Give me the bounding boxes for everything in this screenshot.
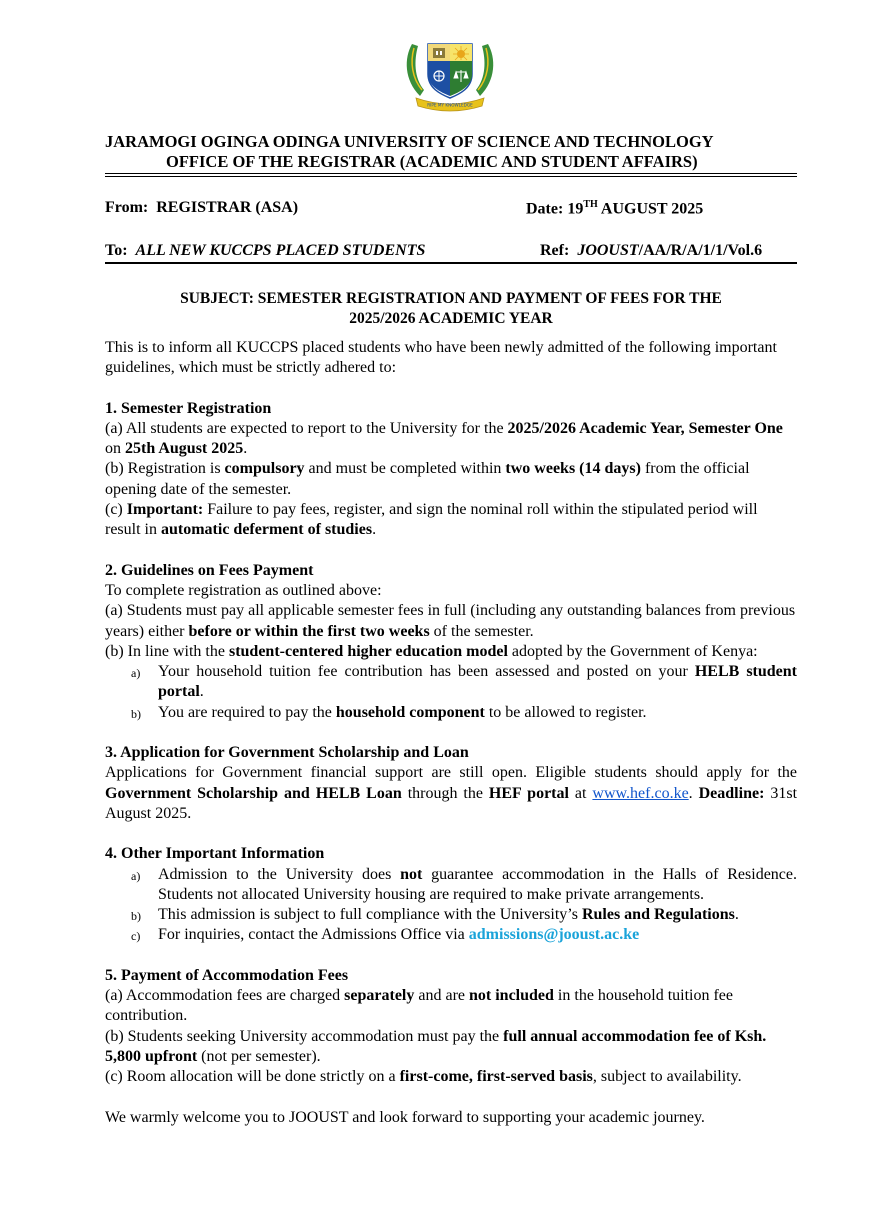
- section-3-title: 3. Application for Government Scholarship and Loan: [105, 744, 469, 762]
- section-1-item-a: (a) All students are expected to report to the University for the 2025/2026 Academic Year, Semester One on 25th August 2025.: [105, 419, 783, 458]
- admissions-email-link[interactable]: admissions@jooust.ac.ke: [468, 926, 640, 944]
- letter-body: [105, 338, 797, 1128]
- section-2-title: 2. Guidelines on Fees Payment: [105, 561, 314, 579]
- section-2-list-item: b) You are required to pay the household component to be allowed to register.: [131, 703, 647, 721]
- section-4-list-item: b) This admission is subject to full compliance with the University’s Rules and Regulations.: [131, 906, 739, 924]
- memo-divider: [105, 262, 797, 264]
- memo-from: From: REGISTRAR (ASA): [105, 199, 299, 216]
- section-5-title: 5. Payment of Accommodation Fees: [105, 966, 349, 984]
- university-crest-logo: [398, 38, 502, 112]
- memo-to: To: ALL NEW KUCCPS PLACED STUDENTS: [105, 242, 426, 259]
- section-1-title: 1. Semester Registration: [105, 399, 272, 417]
- section-2-lead: To complete registration as outlined above:: [105, 581, 382, 599]
- section-5-item-c: (c) Room allocation will be done strictly on a first-come, first-served basis, subject to availability.: [105, 1068, 742, 1086]
- section-3-paragraph: Applications for Government financial support are still open. Eligible students should apply for the Government Scholarship and HELB Loan through the HEF portal at www.hef.co.ke. Deadline: 31st August 2025.: [105, 764, 798, 822]
- section-2-list-item: a) Your household tuition fee contribution has been assessed and posted on your HELB student portal.: [131, 663, 797, 701]
- intro-paragraph: This is to inform all KUCCPS placed students who have been newly admitted of the following important guidelines, which must be strictly adhered to:: [105, 339, 777, 377]
- subject-heading: SUBJECT: SEMESTER REGISTRATION AND PAYMENT OF FEES FOR THE 2025/2026 ACADEMIC YEAR: [180, 290, 722, 327]
- svg-text:RIPE MY KNOWLEDGE: RIPE MY KNOWLEDGE: [427, 102, 473, 108]
- university-name: JARAMOGI OGINGA ODINGA UNIVERSITY OF SCIENCE AND TECHNOLOGY: [105, 132, 714, 151]
- section-2-item-b: (b) In line with the student-centered higher education model adopted by the Government of Kenya:: [105, 642, 758, 660]
- header-divider-bottom: [105, 176, 797, 177]
- section-4-list-item: a) Admission to the University does not guarantee accommodation in the Halls of Residence. Students not allocated University housing are required to make private arrangements.: [131, 865, 797, 903]
- memo-ref: Ref: JOOUST/AA/R/A/1/1/Vol.6: [540, 242, 763, 259]
- office-name: OFFICE OF THE REGISTRAR (ACADEMIC AND STUDENT AFFAIRS): [166, 152, 698, 171]
- section-1-item-c: (c) Important: Failure to pay fees, register, and sign the nominal roll within the stipulated period will result in automatic deferment of studies.: [105, 501, 758, 539]
- header-divider-top: [105, 173, 797, 174]
- closing-paragraph: We warmly welcome you to JOOUST and look forward to supporting your academic journey.: [105, 1108, 705, 1126]
- hef-portal-link[interactable]: www.hef.co.ke: [592, 784, 689, 802]
- memo-date: Date: 19TH AUGUST 2025: [526, 199, 704, 218]
- section-2-item-a: (a) Students must pay all applicable semester fees in full (including any outstanding balances from previous years) either before or within the first two weeks of the semester.: [105, 602, 796, 640]
- section-4-title: 4. Other Important Information: [105, 845, 325, 863]
- section-5-item-a: (a) Accommodation fees are charged separately and are not included in the household tuition fee contribution.: [105, 987, 733, 1025]
- section-4-list-item: c) For inquiries, contact the Admissions Office via admissions@jooust.ac.ke: [131, 926, 640, 944]
- section-1-item-b: (b) Registration is compulsory and must be completed within two weeks (14 days) from the official opening date of the semester.: [105, 460, 750, 498]
- section-5-item-b: (b) Students seeking University accommodation must pay the full annual accommodation fee of Ksh. 5,800 upfront (not per semester).: [105, 1027, 767, 1065]
